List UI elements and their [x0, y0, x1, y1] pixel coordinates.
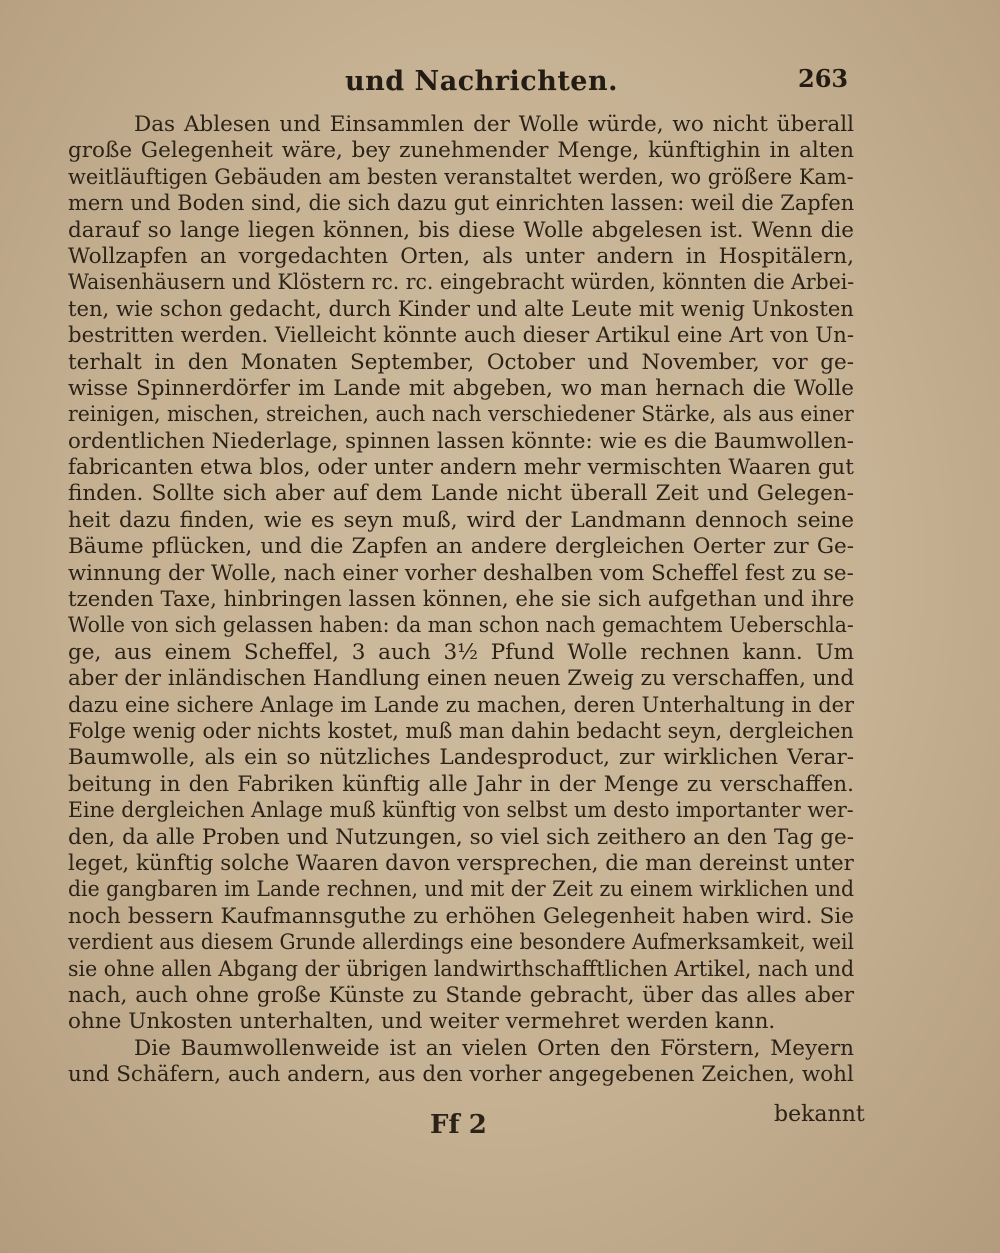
text-line: finden. Sollte sich aber auf dem Lande nicht überall Zeit und Gelegen-: [68, 481, 854, 507]
running-header: und Nachrichten.: [345, 66, 619, 97]
text-line: Das Ablesen und Einsammlen der Wolle würde, wo nicht überall: [134, 112, 854, 137]
text-line: Waisenhäusern und Klöstern rc. rc. eingebracht würden, könnten die Arbei-: [68, 270, 855, 296]
text-line: darauf so lange liegen können, bis diese Wolle abgelesen ist. Wenn die: [68, 217, 854, 243]
text-line: ten, wie schon gedacht, durch Kinder und alte Leute mit wenig Unkosten: [68, 296, 854, 322]
text-line: dazu eine sichere Anlage im Lande zu machen, deren Unterhaltung in der: [68, 692, 854, 718]
text-line: winnung der Wolle, nach einer vorher deshalben vom Scheffel fest zu se-: [68, 560, 854, 586]
text-line: ge, aus einem Scheffel, 3 auch 3½ Pfund Wolle rechnen kann. Um: [68, 639, 854, 665]
text-line: heit dazu finden, wie es seyn muß, wird der Landmann dennoch seine: [68, 507, 854, 533]
text-line: nach, auch ohne große Künste zu Stande gebracht, über das alles aber: [68, 982, 854, 1008]
text-line: leget, künftig solche Waaren davon versprechen, die man dereinst unter: [68, 850, 854, 876]
text-line: beitung in den Fabriken künftig alle Jahr in der Menge zu verschaffen.: [68, 771, 854, 797]
text-line: wisse Spinnerdörfer im Lande mit abgeben, wo man hernach die Wolle: [68, 375, 854, 401]
text-line: Wollzapfen an vorgedachten Orten, als unter andern in Hospitälern,: [68, 243, 854, 269]
text-line: verdient aus diesem Grunde allerdings eine besondere Aufmerksamkeit, weil: [68, 930, 854, 956]
text-line: große Gelegenheit wäre, bey zunehmender Menge, künftighin in alten: [68, 138, 854, 164]
signature-mark: Ff 2: [430, 1110, 487, 1140]
catchword: bekannt: [774, 1102, 865, 1127]
text-line: Bäume pflücken, und die Zapfen an andere dergleichen Oerter zur Ge-: [68, 534, 854, 560]
text-line: weitläuftigen Gebäuden am besten veranstaltet werden, wo größere Kam-: [68, 164, 854, 190]
text-line: den, da alle Proben und Nutzungen, so viel sich zeithero an den Tag ge-: [68, 824, 854, 850]
text-line: reinigen, mischen, streichen, auch nach verschiedener Stärke, als aus einer: [68, 402, 854, 428]
text-line: und Schäfern, auch andern, aus den vorher angegebenen Zeichen, wohl: [68, 1062, 854, 1088]
text-line: sie ohne allen Abgang der übrigen landwirthschafftlichen Artikel, nach und: [68, 956, 855, 982]
text-line: Die Baumwollenweide ist an vielen Orten den Förstern, Meyern: [134, 1035, 854, 1061]
text-line: fabricanten etwa blos, oder unter andern mehr vermischten Waaren gut: [68, 455, 854, 481]
text-line: noch bessern Kaufmannsguthe zu erhöhen Gelegenheit haben wird. Sie: [68, 903, 854, 929]
page-number: 263: [798, 64, 849, 93]
text-line: Folge wenig oder nichts kostet, muß man dahin bedacht seyn, dergleichen: [68, 718, 854, 744]
text-line: mern und Boden sind, die sich dazu gut einrichten lassen: weil die Zapfen: [68, 191, 855, 217]
text-line: Eine dergleichen Anlage muß künftig von selbst um desto importanter wer-: [68, 798, 854, 824]
body-text: [68, 112, 854, 1088]
text-line: Wolle von sich gelassen haben: da man schon nach gemachtem Ueberschla-: [68, 613, 854, 639]
text-line: bestritten werden. Vielleicht könnte auch dieser Artikul eine Art von Un-: [68, 323, 855, 349]
text-line: die gangbaren im Lande rechnen, und mit der Zeit zu einem wirklichen und: [68, 877, 855, 903]
text-line: tzenden Taxe, hinbringen lassen können, ehe sie sich aufgethan und ihre: [68, 587, 855, 613]
text-line: aber der inländischen Handlung einen neuen Zweig zu verschaffen, und: [68, 666, 855, 692]
text-line: ohne Unkosten unterhalten, und weiter vermehret werden kann.: [68, 1009, 776, 1035]
text-line: ordentlichen Niederlage, spinnen lassen könnte: wie es die Baumwollen-: [68, 428, 854, 454]
text-line: Baumwolle, als ein so nützliches Landesproduct, zur wirklichen Verar-: [68, 745, 854, 771]
text-line: terhalt in den Monaten September, October und November, vor ge-: [68, 349, 854, 375]
